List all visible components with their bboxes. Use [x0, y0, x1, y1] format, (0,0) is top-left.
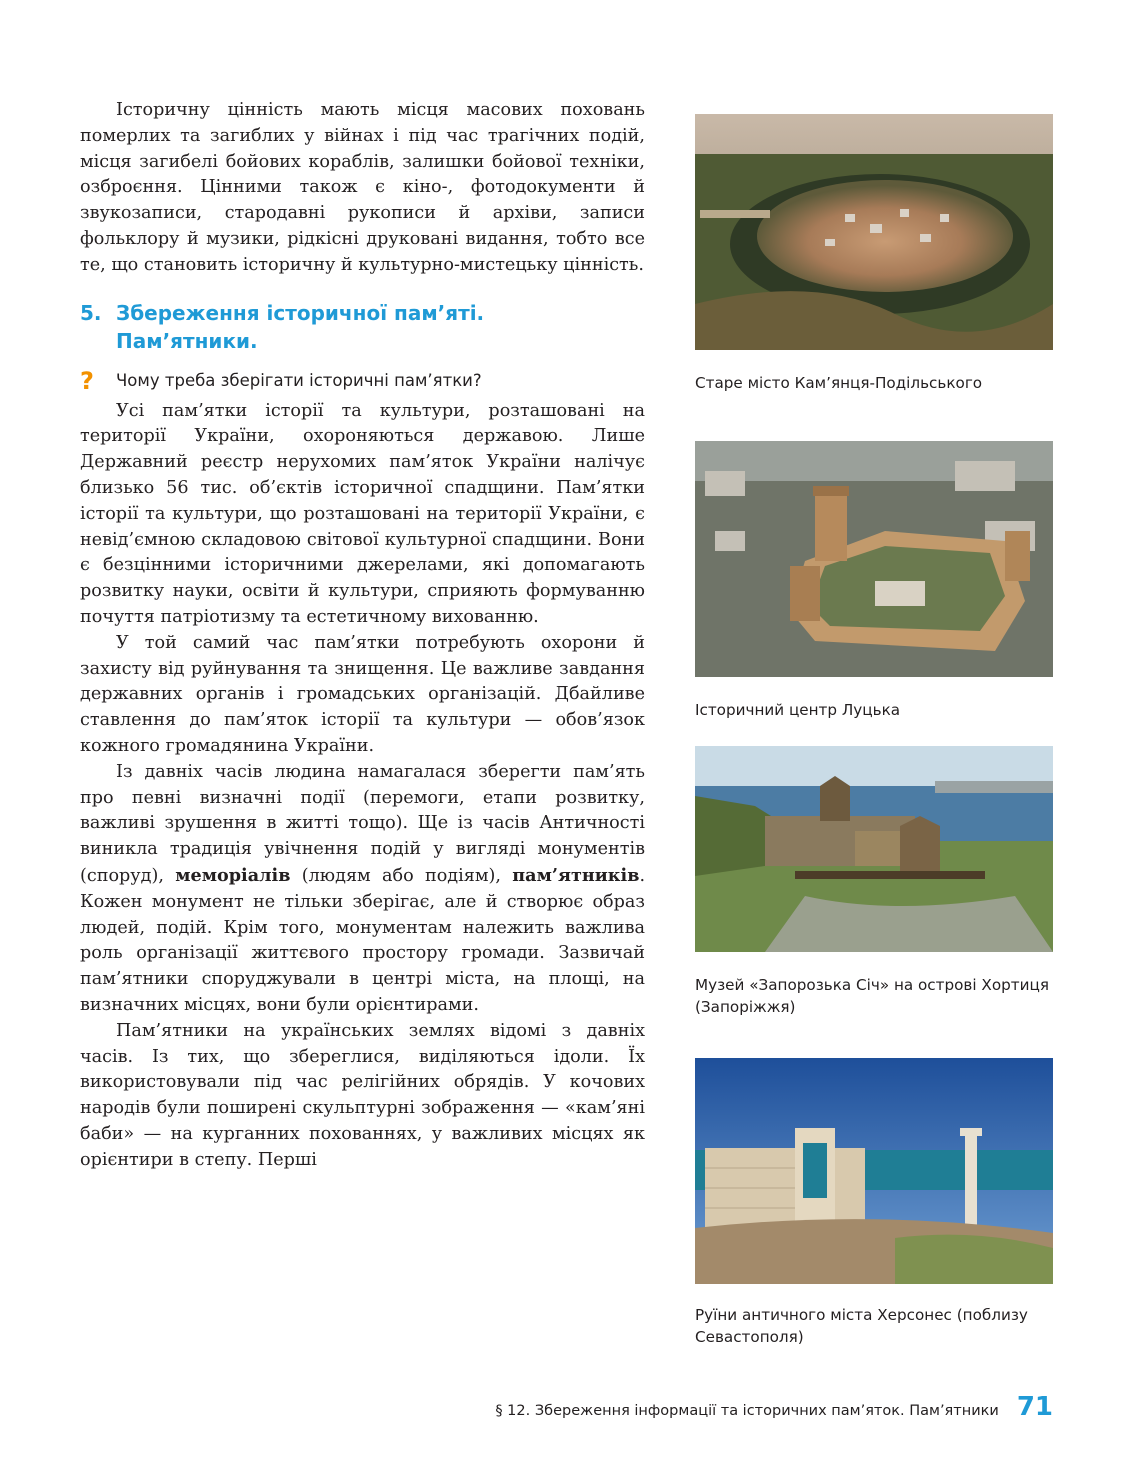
- question-mark-icon: ?: [80, 366, 94, 395]
- paragraph-ukrainian-monuments: Пам’ятники на українських землях відомі з давніх часів. Із тих, що збереглися, виділяються ідоли. Їх використовували під час релігійних обрядів. У кочових народів були поширені скульптурні зображення — «кам’яні баби» — на курганних похованнях, у важливих місцях як орієнтири в степу. Перші: [80, 1020, 645, 1170]
- main-text-column: [80, 98, 645, 1173]
- figure-sich: [695, 746, 1053, 1018]
- term-memorials: меморіалів: [175, 864, 291, 886]
- caption-kamianets: Старе місто Кам’янця-Подільського: [695, 374, 983, 392]
- paragraph-protection-state: Усі пам’ятки історії та культури, розташовані на території України, охороняються державою. Лише Державний реєстр нерухомих пам’яток України налічує близько 56 тис. об’єктів історичної спадщини. Пам’ятки історії та культури, що розташовані на території України, є невід’ємною складовою світової культурної спадщини. Вони є безцінними історичними джерелами, які допомагають розвитку науки, освіти й культури, сприяють формуванню почуття патріотизму та естетичному вихованню.: [80, 400, 645, 627]
- question-block: [80, 366, 645, 395]
- figure-kamianets: [695, 114, 1053, 394]
- aerial-old-town-photo-icon: [695, 114, 1053, 350]
- castle-photo-icon: [695, 441, 1053, 677]
- section-number: 5.: [80, 300, 102, 325]
- section-title-line2: Пам’ятники.: [116, 328, 258, 353]
- paragraph-historic-value: Історичну цінність мають місця масових поховань померлих та загиблих у війнах і під час трагічних подій, місця загибелі бойових кораблів, залишки бойової техніки, озброєння. Цінними також є кіно-, фотодокументи й звукозаписи, стародавні рукописи й архіви, записи фольклору й музики, рідкісні друковані видання, тобто все те, що становить історичну й культурно-мистецьку цінність.: [80, 100, 645, 275]
- question-text: Чому треба зберігати історичні пам’ятки?: [116, 371, 482, 391]
- p3-part-c: . Кожен монумент не тільки зберігає, але й створює образ людей, подій. Крім того, монументам належить важлива роль організації життєвого простору громади. Зазвичай пам’ятники споруджували в центрі міста, на площі, на визначних місцях, вони були орієнтирами.: [80, 865, 646, 1015]
- caption-sich: Музей «Запорозька Січ» на острові Хортиця (Запоріжжя): [695, 976, 1049, 1016]
- term-monuments: пам’ятників: [512, 864, 640, 886]
- footer-chapter-title: § 12. Збереження інформації та історичних пам’яток. Пам’ятники: [495, 1403, 999, 1419]
- fortress-museum-photo-icon: [695, 746, 1053, 952]
- p3-part-a: Із давніх часів людина намагалася зберегти пам’ять про певні визначні події (перемоги, етапи розвитку, важливі зрушення в житті тощо). Ще із часів Античності виникла традиція увічнення подій у вигляді монументів (споруд),: [80, 761, 645, 886]
- figure-lutsk: [695, 441, 1053, 721]
- section-heading: [80, 299, 645, 355]
- caption-lutsk: Історичний центр Луцька: [695, 701, 901, 719]
- p3-part-b: (людям або подіям),: [301, 865, 501, 886]
- paragraph-monuments: [80, 760, 645, 1019]
- page-footer: [495, 1392, 1053, 1422]
- ancient-ruins-photo-icon: [695, 1058, 1053, 1284]
- figure-chersonesus: [695, 1058, 1053, 1348]
- caption-chersonesus: Руїни античного міста Херсонес (поблизу Севастополя): [695, 1306, 1028, 1346]
- paragraph-protection-duty: У той самий час пам’ятки потребують охорони й захисту від руйнування та знищення. Це важливе завдання державних органів і громадських організацій. Дбайливе ставлення до пам’яток історії та культури — обов’язок кожного громадянина України.: [80, 632, 645, 756]
- page-number: 71: [1016, 1392, 1053, 1422]
- section-title-text: [116, 299, 484, 355]
- section-title-line1: Збереження історичної пам’яті.: [116, 300, 485, 325]
